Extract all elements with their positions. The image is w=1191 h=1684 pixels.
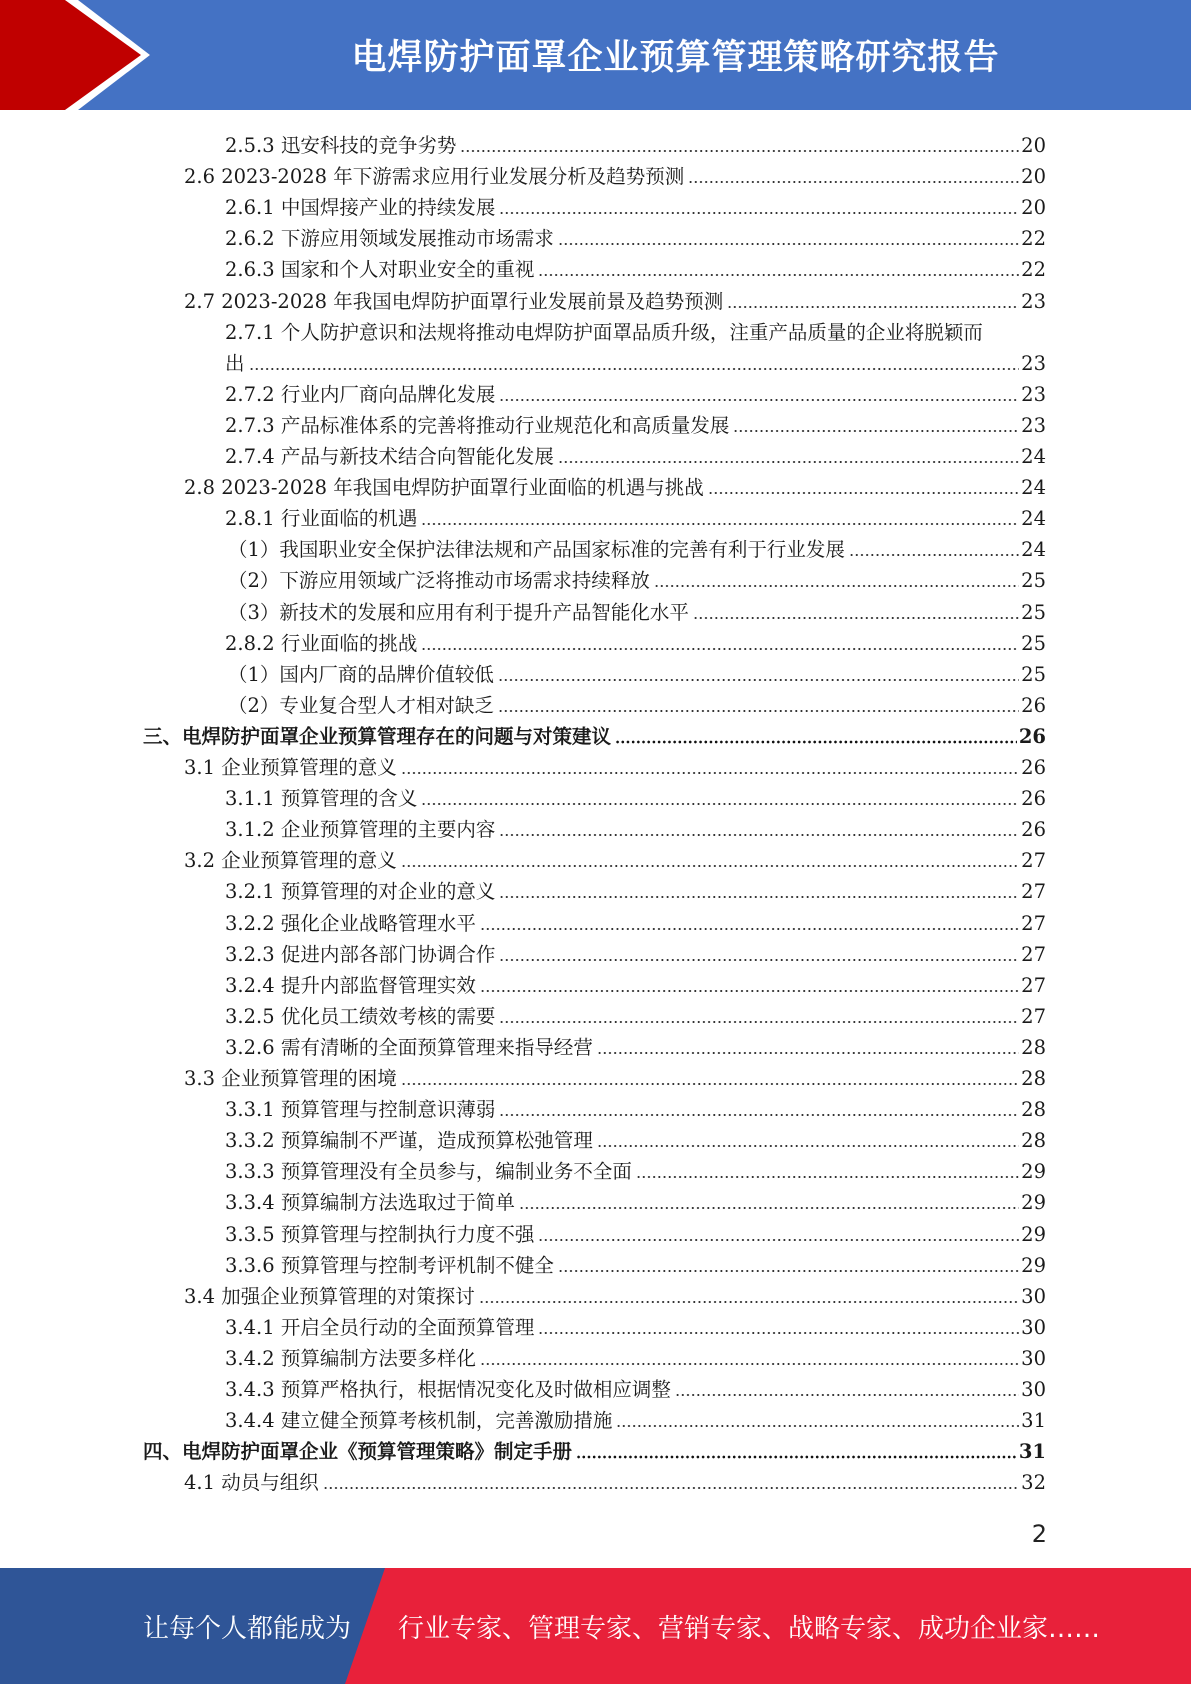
page-header bbox=[0, 0, 1191, 110]
toc-entry-page: 30 bbox=[1021, 1284, 1046, 1308]
toc-entry[interactable] bbox=[228, 657, 1046, 688]
toc-entry-page: 24 bbox=[1021, 476, 1046, 500]
toc-entry-page: 22 bbox=[1021, 258, 1046, 282]
toc-entry[interactable] bbox=[228, 563, 1046, 594]
toc-entry-page: 30 bbox=[1021, 1346, 1046, 1370]
toc-entry-title: （2）下游应用领域广泛将推动市场需求持续释放 bbox=[228, 569, 650, 593]
toc-entry-page: 23 bbox=[1021, 382, 1046, 406]
toc-dot-leader bbox=[499, 1113, 1019, 1117]
toc-entry-page: 26 bbox=[1018, 724, 1046, 748]
toc-entry-title: （2）专业复合型人才相对缺乏 bbox=[228, 693, 494, 717]
toc-entry-title: 3.4.2 预算编制方法要多样化 bbox=[225, 1346, 476, 1370]
toc-entry-title: 三、电焊防护面罩企业预算管理存在的问题与对策建议 bbox=[143, 724, 612, 748]
toc-entry[interactable] bbox=[225, 781, 1046, 812]
toc-entry-page: 26 bbox=[1021, 756, 1046, 779]
toc-entry[interactable] bbox=[225, 128, 1046, 159]
toc-dot-leader bbox=[498, 709, 1019, 713]
toc-entry-page: 20 bbox=[1021, 165, 1046, 189]
toc-entry-page: 23 bbox=[1021, 351, 1046, 375]
toc-entry[interactable] bbox=[225, 1092, 1046, 1123]
toc-entry-page: 30 bbox=[1021, 1315, 1046, 1339]
toc-entry-title: 3.2.1 预算管理的对企业的意义 bbox=[225, 880, 496, 904]
toc-entry-title: 四、电焊防护面罩企业《预算管理策略》制定手册 bbox=[143, 1440, 573, 1464]
toc-dot-leader bbox=[615, 740, 1017, 744]
toc-entry-page: 23 bbox=[1021, 289, 1046, 313]
toc-entry[interactable] bbox=[184, 750, 1046, 781]
toc-entry-page: 31 bbox=[1021, 1409, 1046, 1433]
toc-dot-leader bbox=[401, 1082, 1019, 1086]
toc-entry-title: 3.2.6 需有清晰的全面预算管理来指导经营 bbox=[225, 1035, 593, 1059]
toc-entry-page: 26 bbox=[1021, 693, 1046, 717]
toc-dot-leader bbox=[421, 647, 1019, 651]
toc-entry[interactable] bbox=[225, 1310, 1046, 1341]
toc-dot-leader bbox=[499, 958, 1019, 962]
toc-entry-title: （1）我国职业安全保护法律法规和产品国家标准的完善有利于行业发展 bbox=[228, 538, 845, 562]
toc-entry-page: 26 bbox=[1021, 787, 1046, 811]
toc-entry[interactable] bbox=[184, 284, 1046, 315]
toc-dot-leader bbox=[421, 522, 1019, 526]
toc-dot-leader bbox=[538, 273, 1019, 277]
toc-entry-page: 28 bbox=[1021, 1035, 1046, 1059]
toc-entry[interactable] bbox=[225, 937, 1046, 968]
toc-entry-title: 3.1.2 企业预算管理的主要内容 bbox=[225, 818, 496, 842]
toc-dot-leader bbox=[675, 1393, 1019, 1397]
toc-dot-leader bbox=[558, 242, 1019, 246]
toc-entry[interactable] bbox=[225, 1123, 1046, 1154]
toc-dot-leader bbox=[480, 927, 1019, 931]
toc-entry[interactable] bbox=[225, 1372, 1046, 1403]
toc-entry-page: 25 bbox=[1021, 600, 1046, 624]
toc-dot-leader bbox=[499, 1020, 1019, 1024]
footer-slogan-right: 行业专家、管理专家、营销专家、战略专家、成功企业家…… bbox=[398, 1613, 1101, 1644]
toc-dot-leader bbox=[849, 553, 1019, 557]
toc-dot-leader bbox=[499, 895, 1019, 899]
report-title: 电焊防护面罩企业预算管理策略研究报告 bbox=[351, 38, 1000, 78]
toc-entry-page: 29 bbox=[1021, 1253, 1046, 1277]
toc-entry-page: 24 bbox=[1021, 538, 1046, 562]
toc-entry-title: （3）新技术的发展和应用有利于提升产品智能化水平 bbox=[228, 600, 689, 624]
toc-entry-page: 25 bbox=[1021, 569, 1046, 593]
toc-entry-page: 27 bbox=[1021, 880, 1046, 904]
toc-entry-page: 32 bbox=[1021, 1471, 1046, 1495]
toc-entry-title: 2.7.1 个人防护意识和法规将推动电焊防护面罩品质升级，注重产品质量的企业将脱颖而 bbox=[225, 320, 983, 344]
toc-entry-page: 24 bbox=[1021, 507, 1046, 531]
toc-dot-leader bbox=[499, 211, 1019, 215]
toc-dot-leader bbox=[558, 460, 1019, 464]
toc-entry[interactable] bbox=[184, 159, 1046, 190]
header-red-arrow-shape bbox=[0, 0, 150, 110]
toc-dot-leader bbox=[499, 833, 1019, 837]
toc-entry-title: 3.2 企业预算管理的意义 bbox=[184, 849, 397, 873]
toc-entry-page: 24 bbox=[1021, 445, 1046, 468]
toc-entry[interactable] bbox=[225, 1248, 1046, 1279]
toc-entry[interactable] bbox=[228, 688, 1046, 719]
toc-entry-page: 28 bbox=[1021, 1067, 1046, 1090]
toc-entry-title: 2.8 2023-2028 年我国电焊防护面罩行业面临的机遇与挑战 bbox=[184, 476, 704, 500]
toc-entry[interactable] bbox=[225, 874, 1046, 905]
toc-entry[interactable] bbox=[225, 501, 1046, 532]
toc-entry[interactable] bbox=[225, 968, 1046, 999]
toc-entry[interactable] bbox=[225, 346, 1046, 377]
toc-dot-leader bbox=[693, 616, 1019, 620]
toc-entry-page: 27 bbox=[1021, 911, 1046, 935]
toc-dot-leader bbox=[401, 771, 1019, 775]
toc-entry-page: 29 bbox=[1021, 1222, 1046, 1246]
toc-dot-leader bbox=[616, 1424, 1019, 1428]
toc-entry-page: 30 bbox=[1021, 1378, 1046, 1401]
toc-entry[interactable] bbox=[225, 221, 1046, 252]
toc-dot-leader bbox=[519, 1206, 1019, 1210]
footer-slogan-left: 让每个人都能成为 bbox=[143, 1613, 352, 1644]
toc-entry-title: 2.5.3 迅安科技的竞争劣势 bbox=[225, 134, 457, 157]
toc-chapter-entry[interactable] bbox=[143, 1434, 1046, 1465]
toc-entry-title: 3.4.1 开启全员行动的全面预算管理 bbox=[225, 1315, 535, 1339]
toc-entry-title: 2.7.2 行业内厂商向品牌化发展 bbox=[225, 382, 496, 406]
toc-entry[interactable] bbox=[225, 377, 1046, 408]
toc-entry-title: 4.1 动员与组织 bbox=[184, 1471, 319, 1495]
toc-dot-leader bbox=[421, 802, 1019, 806]
toc-entry[interactable] bbox=[225, 315, 1046, 346]
toc-dot-leader bbox=[727, 305, 1019, 309]
toc-entry-title: 3.4.3 预算严格执行，根据情况变化及时做相应调整 bbox=[225, 1378, 671, 1401]
toc-entry-title: 3.4.4 建立健全预算考核机制，完善激励措施 bbox=[225, 1409, 613, 1433]
toc-entry[interactable] bbox=[225, 999, 1046, 1030]
toc-entry[interactable] bbox=[184, 1061, 1046, 1092]
toc-entry-page: 27 bbox=[1021, 849, 1046, 873]
toc-entry[interactable] bbox=[184, 1465, 1046, 1496]
toc-entry-title: 2.6.3 国家和个人对职业安全的重视 bbox=[225, 258, 535, 282]
toc-dot-leader bbox=[401, 864, 1019, 868]
toc-entry-page: 29 bbox=[1021, 1160, 1046, 1184]
toc-entry-title: 3.2.2 强化企业战略管理水平 bbox=[225, 911, 476, 935]
toc-dot-leader bbox=[576, 1455, 1017, 1459]
toc-entry-title: 3.1 企业预算管理的意义 bbox=[184, 756, 397, 779]
toc-entry[interactable] bbox=[225, 190, 1046, 221]
toc-entry-page: 28 bbox=[1021, 1098, 1046, 1122]
toc-entry-page: 20 bbox=[1021, 196, 1046, 220]
toc-entry-title: 3.1.1 预算管理的含义 bbox=[225, 787, 418, 811]
toc-entry-title: 3.4 加强企业预算管理的对策探讨 bbox=[184, 1284, 475, 1308]
toc-dot-leader bbox=[479, 1300, 1019, 1304]
toc-dot-leader bbox=[498, 678, 1019, 682]
toc-entry[interactable] bbox=[184, 470, 1046, 501]
toc-entry[interactable] bbox=[225, 1217, 1046, 1248]
toc-entry-page: 27 bbox=[1021, 973, 1046, 997]
toc-entry-title: 2.7.4 产品与新技术结合向智能化发展 bbox=[225, 445, 554, 468]
toc-entry-title: 2.8.1 行业面临的机遇 bbox=[225, 507, 418, 531]
toc-entry-title: 3.3.5 预算管理与控制执行力度不强 bbox=[225, 1222, 535, 1246]
toc-entry-title: 3.3 企业预算管理的困境 bbox=[184, 1067, 397, 1090]
toc-entry[interactable] bbox=[184, 1279, 1046, 1310]
toc-dot-leader bbox=[249, 367, 1020, 371]
toc-entry[interactable] bbox=[228, 595, 1046, 626]
toc-entry-title: 3.3.3 预算管理没有全员参与，编制业务不全面 bbox=[225, 1160, 632, 1184]
toc-entry[interactable] bbox=[225, 439, 1046, 470]
toc-entry-page: 20 bbox=[1021, 134, 1046, 157]
toc-entry[interactable] bbox=[225, 1185, 1046, 1216]
toc-entry-title: 3.2.4 提升内部监督管理实效 bbox=[225, 973, 476, 997]
toc-dot-leader bbox=[323, 1486, 1019, 1490]
toc-dot-leader bbox=[480, 1362, 1019, 1366]
toc-dot-leader bbox=[636, 1175, 1019, 1179]
toc-entry-page: 27 bbox=[1021, 942, 1046, 966]
toc-dot-leader bbox=[499, 398, 1019, 402]
toc-entry-title: 2.8.2 行业面临的挑战 bbox=[225, 631, 418, 655]
toc-entry[interactable] bbox=[225, 906, 1046, 937]
toc-entry-page: 27 bbox=[1021, 1004, 1046, 1028]
toc-entry-title: 2.6.2 下游应用领域发展推动市场需求 bbox=[225, 227, 554, 251]
toc-entry[interactable] bbox=[225, 1403, 1046, 1434]
toc-entry-title: （1）国内厂商的品牌价值较低 bbox=[228, 662, 494, 686]
toc-entry-page: 31 bbox=[1018, 1440, 1046, 1464]
toc-dot-leader bbox=[538, 1238, 1019, 1242]
toc-entry-page: 25 bbox=[1021, 631, 1046, 655]
toc-dot-leader bbox=[733, 429, 1019, 433]
toc-dot-leader bbox=[654, 584, 1019, 588]
toc-entry-title: 3.3.6 预算管理与控制考评机制不健全 bbox=[225, 1253, 554, 1277]
toc-entry[interactable] bbox=[228, 532, 1046, 563]
toc-dot-leader bbox=[597, 1051, 1019, 1055]
toc-entry-title: 3.2.5 优化员工绩效考核的需要 bbox=[225, 1004, 496, 1028]
page-number: 2 bbox=[1031, 1520, 1047, 1548]
toc-entry-page: 29 bbox=[1021, 1191, 1046, 1215]
toc-entry-title: 3.3.4 预算编制方法选取过于简单 bbox=[225, 1191, 515, 1215]
toc-dot-leader bbox=[480, 989, 1019, 993]
toc-dot-leader bbox=[597, 1144, 1019, 1148]
toc-entry-page: 25 bbox=[1021, 662, 1046, 686]
toc-chapter-entry[interactable] bbox=[143, 719, 1046, 750]
toc-entry[interactable] bbox=[225, 812, 1046, 843]
toc-entry-title: 出 bbox=[225, 351, 245, 375]
toc-entry[interactable] bbox=[184, 843, 1046, 874]
toc-entry[interactable] bbox=[225, 1154, 1046, 1185]
toc-dot-leader bbox=[558, 1269, 1019, 1273]
toc-entry-title: 3.3.1 预算管理与控制意识薄弱 bbox=[225, 1098, 496, 1122]
toc-entry-title: 2.6 2023-2028 年下游需求应用行业发展分析及趋势预测 bbox=[184, 165, 685, 189]
toc-entry-title: 2.7 2023-2028 年我国电焊防护面罩行业发展前景及趋势预测 bbox=[184, 289, 724, 313]
toc-entry[interactable] bbox=[225, 408, 1046, 439]
toc-dot-leader bbox=[460, 149, 1019, 153]
toc-entry-page: 28 bbox=[1021, 1129, 1046, 1153]
toc-entry[interactable] bbox=[225, 1341, 1046, 1372]
toc-entry[interactable] bbox=[225, 626, 1046, 657]
toc-entry-page: 22 bbox=[1021, 227, 1046, 251]
toc-dot-leader bbox=[708, 491, 1019, 495]
toc-entry-title: 2.6.1 中国焊接产业的持续发展 bbox=[225, 196, 496, 220]
page-footer bbox=[0, 1568, 1191, 1684]
toc-entry-title: 2.7.3 产品标准体系的完善将推动行业规范化和高质量发展 bbox=[225, 413, 730, 437]
toc-dot-leader bbox=[688, 180, 1019, 184]
toc-dot-leader bbox=[538, 1331, 1019, 1335]
toc-entry-title: 3.3.2 预算编制不严谨，造成预算松弛管理 bbox=[225, 1129, 593, 1153]
toc-entry[interactable] bbox=[225, 1030, 1046, 1061]
toc-entry-page: 26 bbox=[1021, 818, 1046, 842]
toc-entry-page: 23 bbox=[1021, 413, 1046, 437]
toc-entry-title: 3.2.3 促进内部各部门协调合作 bbox=[225, 942, 496, 966]
toc-entry[interactable] bbox=[225, 252, 1046, 283]
